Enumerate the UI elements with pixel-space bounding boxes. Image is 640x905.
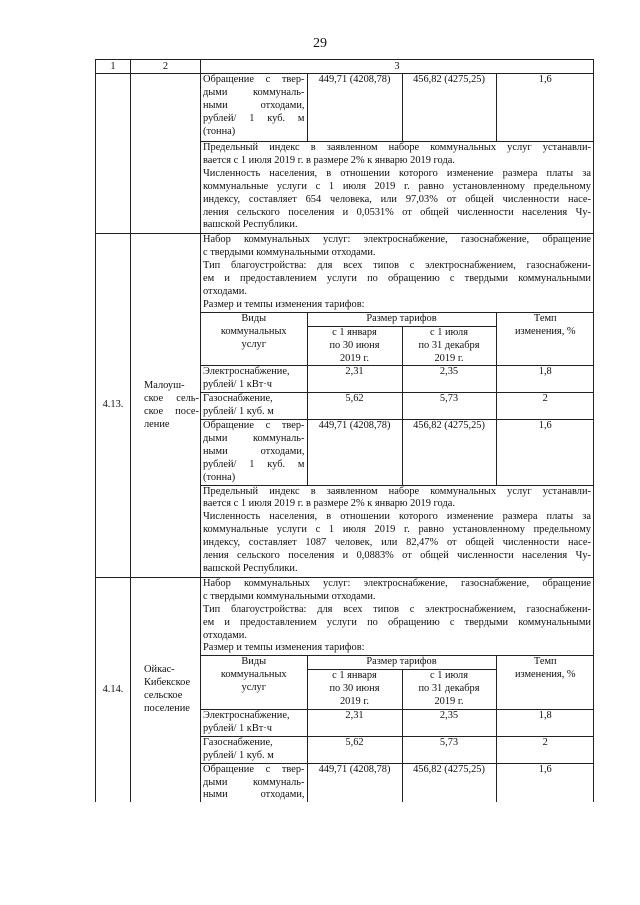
tariff-rate-value: 1,6 [496,763,594,802]
service-name-line: (тонна) [203,471,236,483]
settlement-line: сельское [144,690,183,702]
text-line: вается с 1 июля 2019 г. в размере 2% к январю 2019 года. [203,154,455,166]
tariff-h1-value: 5,62 [307,736,402,763]
header-h2-line: по 31 декабря [418,683,480,695]
service-set-line: с твердыми коммунальными отходами. [203,590,376,602]
header-kinds-line: услуг [241,338,266,350]
tariff-h1-value: 449,71 (4208,78) [307,763,402,802]
tariff-row-waste [201,420,594,486]
tariff-h1-value: 449,71 (4208,78) [307,74,402,142]
settlement-name [131,577,201,802]
tariff-h2-value: 5,73 [402,736,496,763]
header-h1-line: по 30 июня [329,683,380,695]
tariff-h1-value: 2,31 [307,366,402,393]
service-name-line: Электроснабжение, [203,366,290,378]
service-name-line: дыми коммуналь- [203,432,305,444]
header-rate-line: изменения, % [514,325,576,337]
service-name-line: ными отходами, [203,99,305,111]
header-h2-line: 2019 г. [434,696,464,708]
text-line: ления сельского поселения и 0,0883% от общей численности населения Чу- [203,550,591,562]
header-rate-line: Темп [533,312,557,324]
header-kinds-line: коммунальных [220,669,287,681]
settlement-line: Ойкас- [144,664,175,676]
header-kinds-line: коммунальных [220,325,287,337]
tariff-subtable [201,655,594,802]
text-line: вается с 1 июля 2019 г. в размере 2% к январю 2019 года. [203,498,455,510]
tariff-h1-value: 449,71 (4208,78) [307,420,402,486]
amenity-line: ем и предоставлением услуги по обращению с твердыми коммунальными [203,273,591,285]
column-number-1: 1 [96,60,131,74]
text-line: индексу, составляет 1087 человек, или 82,47% от общей численности насе- [203,537,591,549]
service-set-line: Набор коммунальных услуг: электроснабжение, газоснабжение, обращение [203,577,591,589]
tariff-subtable [201,312,594,486]
tariff-h2-value: 5,73 [402,393,496,420]
service-name-line: (тонна) [203,125,236,137]
settlement-name [131,234,201,578]
text-line: индексу, составляет 654 человека, или 97,03% от общей численности насе- [203,193,591,205]
tariff-row-electricity [201,366,594,393]
header-h1-line: по 30 июня [329,339,380,351]
header-h2-line: с 1 июля [429,670,469,682]
tariff-table [95,59,594,802]
header-h1-line: с 1 января [332,670,377,682]
amenity-line: отходами. [203,629,247,641]
amenity-line: ем и предоставлением услуги по обращению с твердыми коммунальными [203,616,591,628]
header-h2-line: по 31 декабря [418,339,480,351]
service-name-line: рублей/ 1 куб. м [203,112,305,124]
header-h2-line: 2019 г. [434,352,464,364]
tariff-rate-value: 2 [496,736,594,763]
header-size: Размер тарифов [307,312,496,326]
row-4-14-content [201,577,594,802]
service-name-line: рублей/ 1 куб. м [203,458,305,470]
service-name-line: ными отходами, [203,789,305,801]
page-number: 29 [313,36,327,51]
service-name-line: рублей/ 1 кВт·ч [203,379,272,391]
tariff-h2-value: 2,35 [402,709,496,736]
service-name-line: рублей/ 1 куб. м [203,406,274,418]
text-line: Численность населения, в отношении которого изменение размера платы за [203,167,591,179]
table-row-4-14 [96,577,594,802]
continuation-content [201,74,594,234]
tariff-h2-value: 2,35 [402,366,496,393]
tariff-row-gas [201,736,594,763]
tariff-rate-value: 1,8 [496,366,594,393]
header-h1-line: 2019 г. [339,352,370,364]
header-h1-line: с 1 января [332,326,377,338]
text-line: Предельный индекс в заявленном наборе коммунальных услуг устанавли- [203,142,591,153]
table-row-continuation [96,74,594,234]
header-h2-line: с 1 июля [429,326,469,338]
amenity-line: Тип благоустройства: для всех типов с электроснабжением, газоснабжени- [203,603,591,615]
service-name-line: рублей/ 1 кВт·ч [203,722,272,734]
amenity-line: отходами. [203,285,247,297]
tariff-h2-value: 456,82 (4275,25) [402,763,496,802]
service-name-line: дыми коммуналь- [203,776,305,788]
row-number: 4.14. [96,577,131,802]
service-name-line: Газоснабжение, [203,393,273,405]
tariffs-heading: Размер и темпы изменения тарифов: [203,642,365,654]
service-name-line: Обращение с твер- [203,74,305,85]
tariffs-heading: Размер и темпы изменения тарифов: [203,298,365,310]
service-name-line: Обращение с твер- [203,763,305,775]
tariff-row-waste [201,763,594,802]
service-name-line: рублей/ 1 куб. м [203,749,274,761]
settlement-line: поселение [144,703,190,715]
service-set-line: с твердыми коммунальными отходами. [203,247,376,259]
column-number-3: 3 [201,60,594,74]
tariff-h2-value: 456,82 (4275,25) [402,420,496,486]
column-number-row [96,60,594,74]
table-row-4-13 [96,234,594,578]
text-line: коммунальные услуги с 1 июля 2019 г. равно установленному предельному [203,524,591,536]
row-4-13-content [201,234,594,578]
settlement-line: ское посе- [144,405,199,417]
row-number: 4.13. [96,234,131,578]
header-rate-line: Темп [533,656,557,668]
header-h1-line: 2019 г. [339,696,370,708]
settlement-line: Малоуш- [144,379,185,391]
tariff-row-waste [201,74,594,142]
service-name-line: дыми коммуналь- [203,86,305,98]
tariff-rate-value: 1,8 [496,709,594,736]
header-kinds-line: Виды [241,312,267,324]
tariff-rate-value: 1,6 [496,74,594,142]
text-line: ления сельского поселения и 0,0531% от общей численности населения Чу- [203,206,591,218]
service-set-line: Набор коммунальных услуг: электроснабжение, газоснабжение, обращение [203,234,591,246]
column-number-2: 2 [131,60,201,74]
tariff-h1-value: 2,31 [307,709,402,736]
amenity-line: Тип благоустройства: для всех типов с электроснабжением, газоснабжени- [203,260,591,272]
tariff-rate-value: 1,6 [496,420,594,486]
header-kinds-line: услуг [241,682,266,694]
header-rate-line: изменения, % [514,669,576,681]
service-name-line: Обращение с твер- [203,420,305,432]
tariff-h1-value: 5,62 [307,393,402,420]
header-size: Размер тарифов [307,656,496,670]
settlement-line: ское сель- [144,392,199,404]
header-kinds-line: Виды [241,656,267,668]
service-name-line: ными отходами, [203,445,305,457]
text-line: Предельный индекс в заявленном наборе коммунальных услуг устанавли- [203,485,591,497]
tariff-row-electricity [201,709,594,736]
settlement-line: ление [144,418,170,430]
service-name-line: Электроснабжение, [203,709,290,721]
tariff-rate-value: 2 [496,393,594,420]
text-line: Численность населения, в отношении которого изменение размера платы за [203,511,591,523]
service-name-line: Газоснабжение, [203,736,273,748]
text-line: вашской Республики. [203,219,298,231]
tariff-h2-value: 456,82 (4275,25) [402,74,496,142]
tariff-row-gas [201,393,594,420]
text-line: вашской Республики. [203,563,298,574]
text-line: коммунальные услуги с 1 июля 2019 г. равно установленному предельному [203,180,591,192]
settlement-line: Кибекское [144,677,191,689]
